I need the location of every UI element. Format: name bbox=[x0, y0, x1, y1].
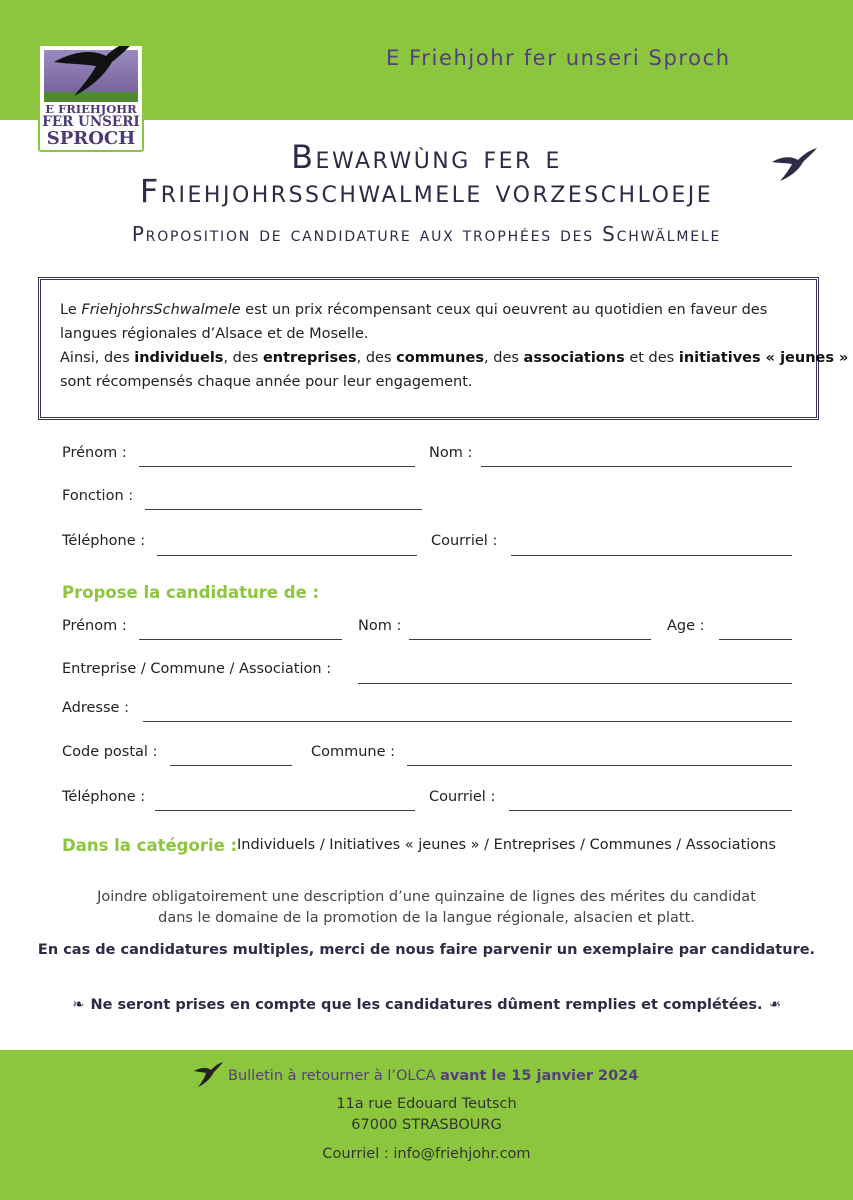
candidate-entreprise-label: Entreprise / Commune / Association : bbox=[62, 661, 332, 677]
header-tagline: E Friehjohr fer unseri Sproch bbox=[386, 46, 731, 70]
candidate-prenom-field[interactable] bbox=[139, 639, 342, 640]
footer-city: 67000 STRASBOURG bbox=[351, 1117, 502, 1133]
intro-text: , des bbox=[356, 350, 397, 366]
logo-line-1: E FRIEHJOHR bbox=[45, 102, 137, 116]
footer-email[interactable]: Courriel : info@friehjohr.com bbox=[322, 1146, 531, 1162]
category-heading: Dans la catégorie : bbox=[62, 836, 238, 855]
intro-line-3 bbox=[60, 350, 848, 366]
intro-bold-associations: associations bbox=[523, 350, 625, 366]
candidate-commune-field[interactable] bbox=[407, 765, 792, 766]
intro-text: et des bbox=[624, 350, 679, 366]
proposer-prenom-field[interactable] bbox=[139, 466, 415, 467]
note-line-1: Joindre obligatoirement une description d’une quinzaine de lignes des mérites du candidat bbox=[97, 889, 756, 905]
proposer-telephone-label: Téléphone : bbox=[62, 533, 146, 549]
proposer-courriel-field[interactable] bbox=[511, 555, 792, 556]
intro-text: Le bbox=[60, 302, 82, 318]
proposer-courriel-label: Courriel : bbox=[431, 533, 498, 549]
intro-line-1 bbox=[60, 302, 767, 318]
category-options[interactable]: Individuels / Initiatives « jeunes » / Entreprises / Communes / Associations bbox=[237, 837, 776, 853]
candidate-courriel-field[interactable] bbox=[509, 810, 792, 811]
proposer-fonction-field[interactable] bbox=[145, 509, 422, 510]
proposer-nom-field[interactable] bbox=[481, 466, 792, 467]
intro-text: , des bbox=[223, 350, 263, 366]
candidate-telephone-label: Téléphone : bbox=[62, 789, 146, 805]
flourish-icon: ❧ bbox=[768, 997, 781, 1013]
candidate-nom-label: Nom : bbox=[358, 618, 402, 634]
intro-box bbox=[38, 277, 819, 420]
logo bbox=[38, 44, 144, 152]
candidate-heading: Propose la candidature de : bbox=[62, 583, 320, 602]
candidate-code-postal-field[interactable] bbox=[170, 765, 292, 766]
intro-text: Ainsi, des bbox=[60, 350, 135, 366]
note-multiple: En cas de candidatures multiples, merci de nous faire parvenir un exemplaire par candidature. bbox=[37, 942, 816, 958]
candidate-nom-field[interactable] bbox=[409, 639, 651, 640]
candidate-commune-label: Commune : bbox=[311, 744, 396, 760]
proposer-fonction-label: Fonction : bbox=[62, 488, 134, 504]
candidate-adresse-field[interactable] bbox=[143, 721, 792, 722]
intro-bold-individuels: individuels bbox=[134, 350, 224, 366]
intro-text: , des bbox=[484, 350, 524, 366]
footer-swallow-icon bbox=[193, 1062, 223, 1088]
subtitle: Proposition de candidature aux trophées des Schwälmele bbox=[131, 222, 722, 246]
title-line-1: Bewarwùng fer e bbox=[291, 138, 562, 176]
proposer-prenom-label: Prénom : bbox=[62, 445, 127, 461]
intro-line-4: sont récompensés chaque année pour leur engagement. bbox=[60, 374, 473, 390]
intro-bold-communes: communes bbox=[396, 350, 485, 366]
candidate-age-label: Age : bbox=[667, 618, 705, 634]
candidate-courriel-label: Courriel : bbox=[429, 789, 496, 805]
logo-swallow-icon bbox=[46, 44, 138, 98]
proposer-telephone-field[interactable] bbox=[157, 555, 417, 556]
intro-bold-jeunes: initiatives « jeunes » bbox=[678, 350, 849, 366]
footer-return-text: Bulletin à retourner à l’OLCA bbox=[228, 1068, 441, 1084]
footer-return bbox=[228, 1068, 638, 1084]
intro-bold-entreprises: entreprises bbox=[262, 350, 357, 366]
candidate-entreprise-field[interactable] bbox=[358, 683, 792, 684]
candidate-telephone-field[interactable] bbox=[155, 810, 415, 811]
proposer-nom-label: Nom : bbox=[429, 445, 473, 461]
logo-line-2: FER UNSERI bbox=[42, 114, 140, 130]
intro-line-2: langues régionales d’Alsace et de Moselle. bbox=[60, 326, 369, 342]
title-line-2: Friehjohrsschwalmele vorzeschloeje bbox=[139, 172, 714, 210]
candidate-code-postal-label: Code postal : bbox=[62, 744, 158, 760]
swallow-icon bbox=[770, 148, 818, 182]
candidate-age-field[interactable] bbox=[719, 639, 792, 640]
logo-line-3: SPROCH bbox=[46, 128, 136, 149]
footer-street: 11a rue Edouard Teutsch bbox=[336, 1096, 517, 1112]
footer-deadline: avant le 15 janvier 2024 bbox=[440, 1068, 639, 1084]
candidate-prenom-label: Prénom : bbox=[62, 618, 127, 634]
note-complete bbox=[0, 997, 853, 1013]
flourish-icon: ❧ bbox=[72, 997, 85, 1013]
prize-name: FriehjohrsSchwalmele bbox=[81, 302, 241, 318]
candidate-adresse-label: Adresse : bbox=[62, 700, 129, 716]
note-line-2: dans le domaine de la promotion de la langue régionale, alsacien et platt. bbox=[158, 910, 695, 926]
note-complete-text: Ne seront prises en compte que les candidatures dûment remplies et complétées. bbox=[90, 997, 763, 1013]
intro-text: est un prix récompensant ceux qui oeuvrent au quotidien en faveur des bbox=[240, 302, 768, 318]
